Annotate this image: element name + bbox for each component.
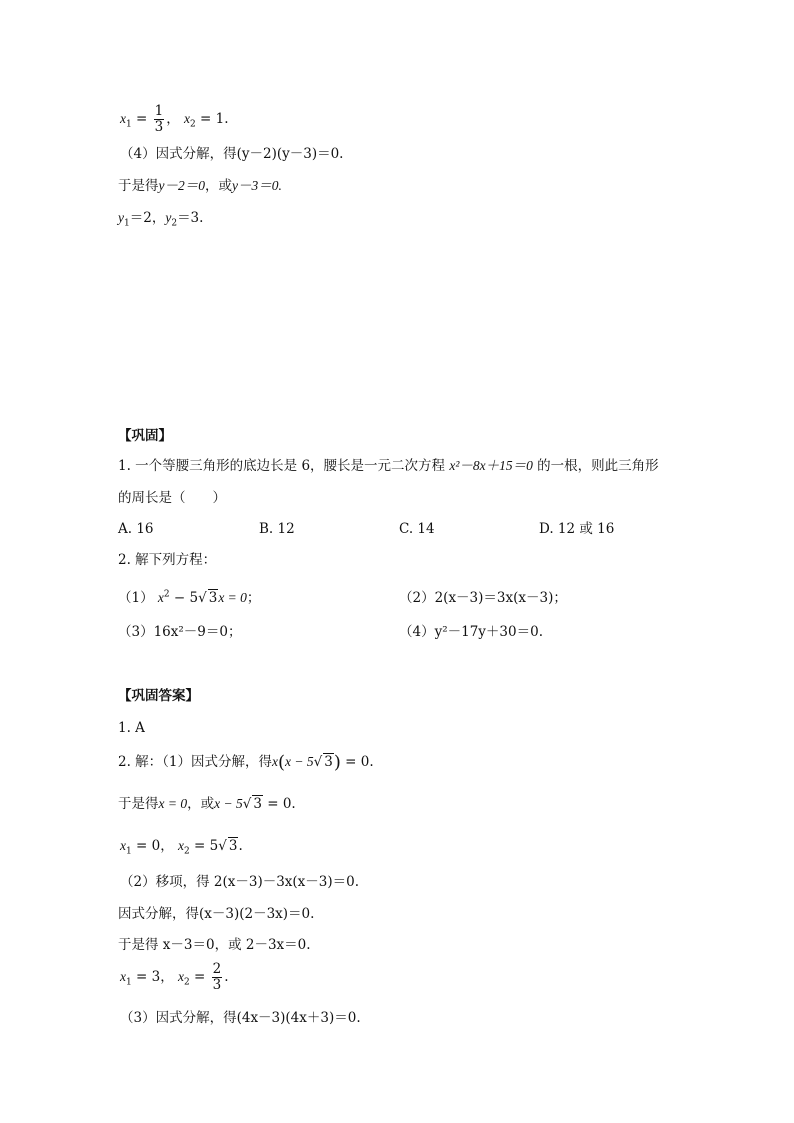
sqrt: √ 3 (218, 838, 238, 854)
question-2-part-2: （2）2(x－3)＝3x(x－3)； (399, 590, 567, 606)
equation-rest: = 1. (195, 111, 229, 127)
question-equation: x²－8x＋15＝0 (449, 458, 533, 473)
answer-2-line-4: （2）移项，得 2(x－3)－3x(x－3)＝0. (120, 874, 360, 890)
subscript-1: 1 (124, 218, 130, 229)
answer-text: 2. 解：（1）因式分解，得 (118, 754, 273, 770)
step-label: （4）因式分解，得 (120, 146, 237, 162)
solution-line-x1-x2 (120, 104, 229, 135)
subscript-1: 1 (126, 119, 132, 130)
answer-2-line-6: 于是得 x－3＝0，或 2－3x＝0. (118, 937, 311, 953)
radicand: 3 (208, 590, 218, 606)
period: . (369, 754, 374, 770)
answer-2-line-8: （3）因式分解，得(4x－3)(4x＋3)＝0. (120, 1010, 361, 1026)
radicand: 3 (253, 796, 262, 812)
consolidate-heading: 【巩固】 (118, 428, 172, 444)
radicand: 3 (228, 838, 238, 854)
subscript-2: 2 (190, 119, 196, 130)
expression: x = 0 (218, 590, 247, 605)
period: . (291, 796, 296, 812)
value: = 5 (189, 838, 219, 854)
option-d: D. 12 或 16 (539, 521, 615, 537)
period: . (238, 838, 243, 854)
var-x: x (120, 969, 126, 984)
separator: ， (166, 111, 180, 127)
question-2-part-4: （4）y²－17y＋30＝0. (399, 624, 543, 640)
answer-2-line-7 (120, 962, 229, 993)
equation: y－2＝0 (158, 178, 205, 193)
question-text: 1. 一个等腰三角形的底边长是 6，腰长是一元二次方程 (118, 458, 450, 474)
question-2-intro: 2. 解下列方程： (118, 552, 217, 568)
question-text: 的一根，则此三角形 (532, 458, 659, 474)
expression: = 0 (340, 754, 370, 770)
question-1-line-2: 的周长是（ ） (118, 490, 226, 506)
fraction-one-third (154, 104, 165, 135)
answer-2-line-2 (118, 794, 296, 814)
question-2-part-3: （3）16x²－9＝0； (118, 624, 242, 640)
sqrt: √ 3 (198, 590, 218, 606)
value: ＝3. (177, 210, 204, 226)
subscript-1: 1 (126, 977, 132, 988)
answer-text: 于是得 (118, 796, 159, 812)
subscript-2: 2 (184, 846, 190, 857)
option-c: C. 14 (399, 521, 435, 537)
var-x: x (184, 111, 191, 126)
subscript-2: 2 (184, 977, 190, 988)
sqrt: √ 3 (313, 754, 333, 770)
var-x: x (120, 838, 126, 853)
option-b: B. 12 (259, 521, 295, 537)
punctuation: ； (246, 590, 261, 606)
answer-text: ，或 (187, 796, 215, 812)
var-x: x (120, 111, 126, 126)
subscript-1: 1 (126, 846, 132, 857)
answer-2-line-1 (118, 752, 374, 773)
answer-2-line-5: 因式分解，得(x－3)(2－3x)＝0. (118, 906, 315, 922)
expression: = 0 (262, 796, 292, 812)
equals-sign: = (131, 111, 152, 127)
period: . (224, 969, 229, 985)
fraction-denominator: 3 (212, 977, 222, 993)
answer-1: 1. A (118, 720, 145, 736)
fraction-two-thirds (212, 962, 223, 993)
fraction-numerator: 1 (154, 103, 164, 119)
separator: ， (160, 838, 174, 854)
fraction-numerator: 2 (212, 961, 222, 977)
radicand: 3 (324, 754, 333, 770)
equation: y－3＝0. (232, 178, 282, 193)
var-x: x (157, 590, 164, 605)
var-y: y (165, 210, 172, 225)
value: ＝2， (129, 210, 166, 226)
equals-sign: = (189, 969, 210, 985)
fraction-denominator: 3 (154, 119, 164, 135)
text-label: ，或 (205, 178, 232, 194)
question-2-part-1 (118, 588, 260, 608)
option-a: A. 16 (118, 521, 154, 537)
text-label: 于是得 (118, 178, 159, 194)
step-4-roots (118, 208, 203, 228)
expression: x = 0 (158, 796, 188, 811)
var-y: y (118, 210, 124, 225)
value: = 0 (131, 838, 161, 854)
sqrt: √ 3 (242, 796, 262, 812)
var-x: x (178, 969, 185, 984)
var-x: x (178, 838, 185, 853)
question-1-line-1 (118, 456, 659, 476)
paren-open: ( (278, 752, 286, 773)
separator: ， (160, 969, 174, 985)
expression: x − 5 (285, 754, 314, 769)
value: = 3 (131, 969, 161, 985)
exponent: 2 (163, 589, 170, 600)
answer-2-line-3 (120, 836, 243, 856)
paren-close: ) (333, 752, 341, 773)
expression: − 5 (169, 590, 199, 606)
step-expression: (y－2)(y－3)＝0. (236, 146, 344, 162)
step-4-factor (120, 144, 343, 164)
answers-heading: 【巩固答案】 (118, 688, 199, 704)
subscript-2: 2 (171, 218, 178, 229)
expression: x − 5 (214, 796, 243, 811)
part-label: （1） (118, 590, 154, 606)
var-x: x (272, 754, 279, 769)
step-4-roots-condition (118, 176, 282, 196)
